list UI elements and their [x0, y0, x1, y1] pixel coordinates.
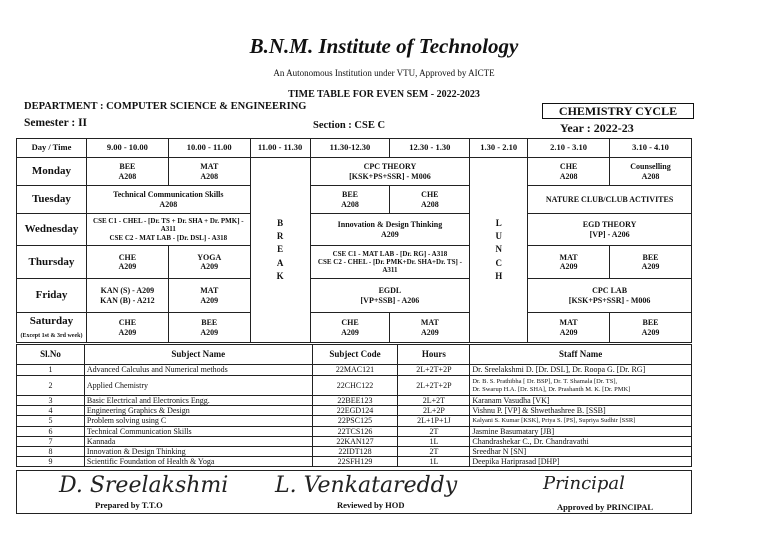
subject-name: Advanced Calculus and Numerical methods	[84, 365, 312, 376]
sl-no: 8	[17, 446, 85, 456]
cell	[528, 214, 692, 246]
day-wednesday: Wednesday	[17, 214, 87, 246]
col-header-slot6: 3.10 - 4.10	[610, 139, 692, 158]
room: [VP] - A206	[589, 229, 630, 239]
lunch-letter: L	[495, 218, 502, 229]
subject: MAT	[559, 252, 578, 262]
staff-name: Jasmine Basumatary [JB]	[470, 426, 692, 436]
staff-name: Sreedhar N [SN]	[470, 446, 692, 456]
subject: MAT	[559, 318, 578, 328]
subject: CHE	[118, 252, 137, 262]
hours: 1L	[398, 436, 470, 446]
sl-no: 9	[17, 457, 85, 467]
timetable-title: TIME TABLE FOR EVEN SEM - 2022-2023	[288, 89, 480, 100]
staff-name: Dr. Sreelakshmi D. [Dr. DSL], Dr. Roopa G. [Dr. RG]	[470, 365, 692, 376]
subject-row	[17, 446, 692, 456]
hours: 2L+2P	[398, 406, 470, 416]
subject-code: 22SFH129	[312, 457, 398, 467]
subject-name: Engineering Graphics & Design	[84, 406, 312, 416]
subject: CPC LAB	[592, 286, 628, 296]
row-thursday	[17, 246, 692, 279]
header-subject-code: Subject Code	[312, 345, 398, 365]
lunch-letter: H	[495, 270, 503, 281]
room: A209	[200, 262, 219, 271]
cell	[86, 279, 168, 313]
batch-c2: CSE C2 - MAT LAB - [Dr. DSL] - A318	[109, 233, 228, 242]
subject-row	[17, 416, 692, 426]
header-slno: Sl.No	[17, 345, 85, 365]
subject: Counselling	[630, 162, 671, 172]
cell	[310, 279, 470, 313]
room: A209	[200, 327, 219, 337]
col-header-day-time: Day / Time	[17, 139, 87, 158]
cell	[610, 246, 692, 279]
subject: YOGA	[197, 252, 222, 262]
cell	[610, 158, 692, 186]
batch-c2: CSE C2 - CHEL - [Dr. PMK+Dr. SHA+Dr. TS] - A311	[317, 257, 462, 275]
lunch-letter: C	[495, 257, 502, 268]
cell	[168, 313, 250, 343]
day-thursday: Thursday	[17, 246, 87, 279]
cell	[310, 158, 470, 186]
section-label: Section : CSE C	[313, 120, 386, 131]
room: A208	[159, 199, 178, 209]
row-wednesday	[17, 214, 692, 246]
hours: 2L+2T+2P	[398, 365, 470, 376]
room: A208	[341, 199, 359, 209]
col-header-slot5: 2.10 - 3.10	[528, 139, 610, 158]
subject: MAT	[200, 286, 219, 296]
subject: CHE	[559, 162, 578, 172]
day-friday: Friday	[17, 279, 87, 313]
staff-name	[470, 376, 692, 396]
col-header-slot3: 11.30-12.30	[310, 139, 390, 158]
row-saturday	[17, 313, 692, 343]
col-header-slot2: 10.00 - 11.00	[168, 139, 250, 158]
subject: BEE	[119, 162, 136, 172]
room: [VP+SSB] - A206	[360, 295, 420, 305]
day-label: Saturday	[29, 314, 74, 327]
subject-row	[17, 376, 692, 396]
room: A208	[641, 171, 660, 181]
col-header-slot4: 12.30 - 1.30	[390, 139, 470, 158]
cell	[86, 246, 168, 279]
cell	[310, 313, 390, 343]
subject-code: 22TCS126	[312, 426, 398, 436]
subject-code: 22IDT128	[312, 446, 398, 456]
room: A209	[200, 295, 219, 305]
subject-name: Basic Electrical and Electronics Engg.	[84, 396, 312, 406]
institute-name: B.N.M. Institute of Technology	[249, 34, 519, 58]
sl-no: 1	[17, 365, 85, 376]
staff-line: Dr. B. S. Prathibha [ Dr. BSP], Dr. T. Shamala [Dr. TS],	[472, 378, 618, 386]
cell	[86, 214, 250, 246]
subject: CHE	[118, 318, 137, 328]
lunch-letter: U	[495, 231, 502, 242]
cell	[528, 186, 692, 214]
hours: 2T	[398, 426, 470, 436]
department-label: DEPARTMENT : COMPUTER SCIENCE & ENGINEERING	[24, 101, 307, 112]
room: A209	[118, 262, 137, 271]
cell	[310, 186, 390, 214]
subject-row	[17, 365, 692, 376]
break-column	[250, 158, 310, 343]
subject-row	[17, 457, 692, 467]
approved-by-label: Approved by PRINCIPAL	[557, 502, 654, 512]
col-header-slot1: 9.00 - 10.00	[86, 139, 168, 158]
room: [KSK+PS+SSR] - M006	[568, 295, 651, 305]
header-subject-name: Subject Name	[84, 345, 312, 365]
room: A209	[118, 327, 137, 337]
header-row	[17, 139, 692, 158]
subject-row	[17, 406, 692, 416]
cell	[528, 158, 610, 186]
subject: Technical Communication Skills	[113, 190, 224, 200]
cell	[528, 279, 692, 313]
subject: BEE	[341, 190, 358, 200]
room: A208	[118, 171, 137, 181]
staff-name: Vishnu P. [VP] & Shwethashree B. [SSB]	[470, 406, 692, 416]
subject: MAT	[200, 162, 219, 172]
staff-name: Kalyani S. Kumar [KSK], Priya S. [PS], Supriya Sudhir [SSR]	[470, 416, 692, 426]
cell	[168, 158, 250, 186]
cell	[168, 246, 250, 279]
cell	[310, 246, 470, 279]
subject-table	[16, 344, 692, 467]
saturday-note: (Except 1st & 3rd week)	[20, 332, 83, 339]
activity: NATURE CLUB/CLUB ACTIVITES	[545, 194, 674, 204]
batch-c1: CSE C1 - MAT LAB - [Dr. RG] - A318	[332, 249, 448, 258]
subject: EGD THEORY	[582, 220, 637, 230]
room: A209	[559, 262, 578, 271]
cell	[310, 214, 470, 246]
subject-row	[17, 436, 692, 446]
tto-signature: D. Sreelakshmi	[59, 473, 229, 498]
subject-name: Applied Chemistry	[84, 376, 312, 396]
col-header-break: 11.00 - 11.30	[250, 139, 310, 158]
row-tuesday	[17, 186, 692, 214]
signature-footer	[16, 470, 692, 514]
subject-name: Technical Communication Skills	[84, 426, 312, 436]
header-staff-name: Staff Name	[470, 345, 692, 365]
academic-year: Year : 2022-23	[560, 121, 634, 135]
cell	[528, 313, 610, 343]
header-hours: Hours	[398, 345, 470, 365]
cell	[390, 186, 470, 214]
cell	[86, 186, 250, 214]
timetable-grid	[16, 138, 692, 343]
subject: CPC THEORY	[363, 162, 417, 172]
subject-row	[17, 396, 692, 406]
subject-name: Innovation & Design Thinking	[84, 446, 312, 456]
subject: BEE	[642, 252, 659, 262]
kannada-s: KAN (S) - A209	[100, 286, 155, 296]
kannada-b: KAN (B) - A212	[100, 295, 155, 305]
staff-name: Chandrashekar C., Dr. Chandravathi	[470, 436, 692, 446]
room: A209	[420, 327, 439, 337]
subject-name: Scientific Foundation of Health & Yoga	[84, 457, 312, 467]
sl-no: 4	[17, 406, 85, 416]
staff-name: Karanam Vasudha [VK]	[470, 396, 692, 406]
room: A208	[420, 199, 439, 209]
row-monday	[17, 158, 692, 186]
col-header-lunch: 1.30 - 2.10	[470, 139, 528, 158]
row-friday	[17, 279, 692, 313]
break-letter: A	[276, 257, 284, 268]
staff-name: Deepika Hariprasad [DHP]	[470, 457, 692, 467]
break-letter: R	[276, 231, 284, 242]
cell	[168, 279, 250, 313]
principal-signature: Principal	[543, 473, 625, 494]
hours: 2L+1P+1J	[398, 416, 470, 426]
sl-no: 7	[17, 436, 85, 446]
room: A208	[200, 171, 219, 181]
lunch-column	[470, 158, 528, 343]
room: A209	[381, 229, 399, 239]
subject: BEE	[201, 318, 218, 328]
subject: EGDL	[378, 286, 402, 296]
subject-code: 22EGD124	[312, 406, 398, 416]
sl-no: 6	[17, 426, 85, 436]
semester-label: Semester : II	[24, 117, 88, 129]
subject-header-row	[17, 345, 692, 365]
break-letter: K	[276, 270, 284, 281]
sl-no: 2	[17, 376, 85, 396]
subject: BEE	[642, 318, 659, 328]
cell	[86, 158, 168, 186]
room: A209	[641, 262, 660, 271]
hours: 1L	[398, 457, 470, 467]
subject-code: 22PSC125	[312, 416, 398, 426]
room: A208	[559, 171, 578, 181]
hours: 2T	[398, 446, 470, 456]
break-letter: B	[277, 218, 284, 229]
staff-line: Dr. Swarup H.A. [Dr. SHA], Dr. Prashanth M. K. [Dr. PMK]	[472, 385, 631, 393]
subject-name: Kannada	[84, 436, 312, 446]
subject-code: 22MAC121	[312, 365, 398, 376]
subject: CHE	[421, 190, 439, 200]
day-monday: Monday	[17, 158, 87, 186]
prepared-by-label: Prepared by T.T.O	[95, 500, 163, 510]
hours: 2L+2T	[398, 396, 470, 406]
reviewed-by-label: Reviewed by HOD	[337, 500, 405, 510]
subject: Innovation & Design Thinking	[337, 220, 443, 230]
subject-code: 22BEE123	[312, 396, 398, 406]
lunch-letter: N	[495, 244, 502, 255]
sl-no: 5	[17, 416, 85, 426]
sl-no: 3	[17, 396, 85, 406]
subject: CHE	[341, 318, 359, 328]
day-tuesday: Tuesday	[17, 186, 87, 214]
room: A209	[341, 327, 359, 337]
subject-code: 22KAN127	[312, 436, 398, 446]
room: A209	[559, 327, 578, 337]
room: [KSK+PS+SSR] - M006	[349, 171, 431, 181]
institute-subtitle: An Autonomous Institution under VTU, Approved by AICTE	[273, 68, 495, 78]
cell	[610, 313, 692, 343]
cell	[390, 313, 470, 343]
hours: 2L+2T+2P	[398, 376, 470, 396]
hod-signature: L. Venkatareddy	[275, 473, 458, 498]
cell	[86, 313, 168, 343]
subject-row	[17, 426, 692, 436]
break-letter: E	[277, 244, 284, 255]
subject: MAT	[420, 318, 439, 328]
cell	[528, 246, 610, 279]
batch-c1: CSE C1 - CHEL - [Dr. TS + Dr. SHA + Dr. PMK] - A311	[93, 217, 244, 234]
cycle-box: CHEMISTRY CYCLE	[542, 103, 694, 119]
day-saturday	[17, 313, 87, 343]
subject-name: Problem solving using C	[84, 416, 312, 426]
room: A209	[641, 327, 660, 337]
subject-code: 22CHC122	[312, 376, 398, 396]
